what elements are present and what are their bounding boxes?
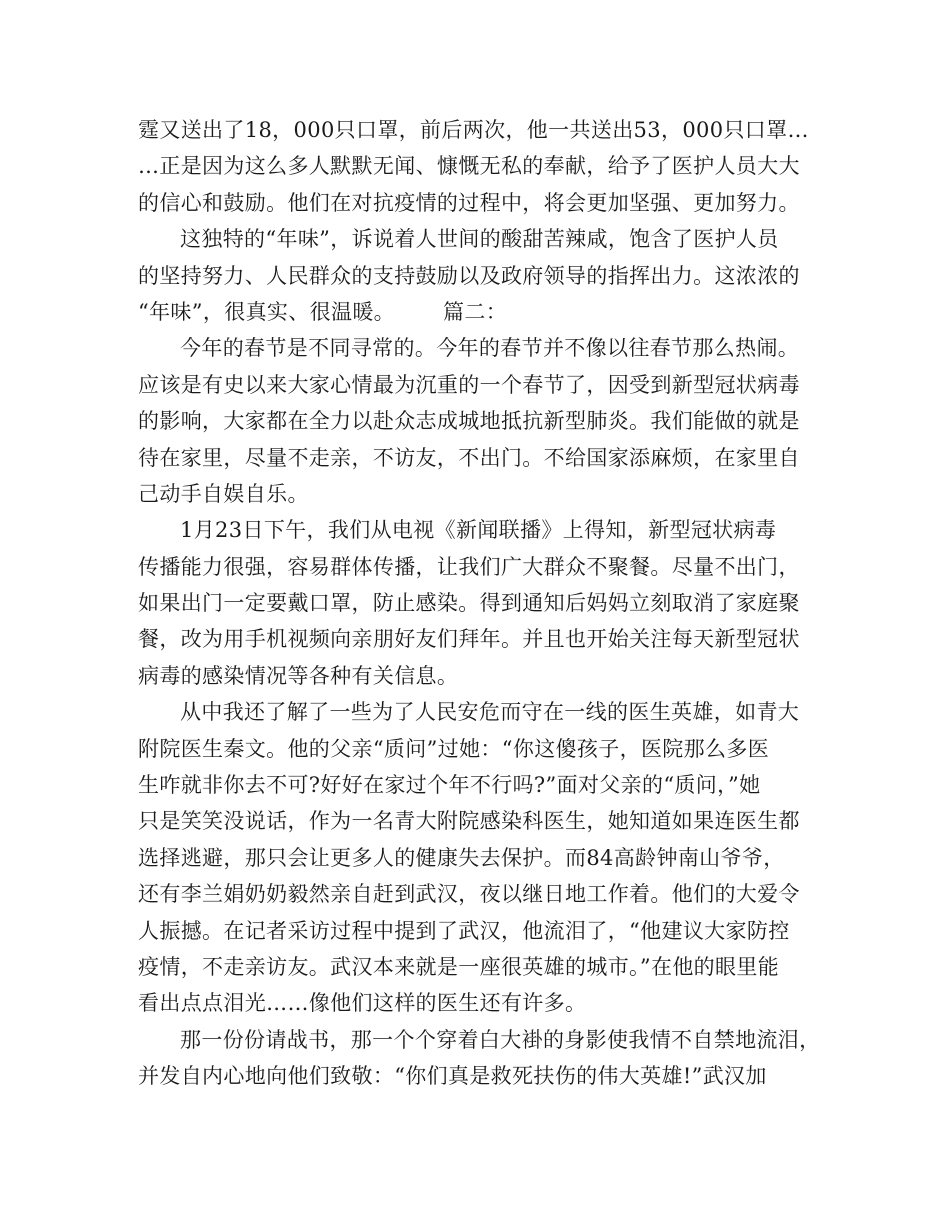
- text-line: 这独特的“年味”，诉说着人世间的酸甜苦辣咸，饱含了医护人员: [180, 227, 779, 252]
- text-line: 疫情，不走亲访友。武汉本来就是一座很英雄的城市。”在他的眼里能: [138, 954, 780, 979]
- text-line: 的影响，大家都在全力以赴众志成城地抵抗新型肺炎。我们能做的就是: [138, 409, 800, 434]
- text-line: 病毒的感染情况等各种有关信息。: [138, 663, 459, 688]
- body-text: [138, 112, 821, 1095]
- text-line: 的信心和鼓励。他们在对抗疫情的过程中，将会更加坚强、更加努力。: [138, 190, 800, 215]
- text-line: 的坚持努力、人民群众的支持鼓励以及政府领导的指挥出力。这浓浓的: [138, 263, 800, 288]
- text-line: 还有李兰娟奶奶毅然亲自赶到武汉，夜以继日地工作着。他们的大爱令: [138, 882, 800, 907]
- text-line: 1月23日下午，我们从电视《新闻联播》上得知，新型冠状病毒: [180, 518, 777, 543]
- text-line: 己动手自娱自乐。: [138, 481, 309, 506]
- text-line: 待在家里，尽量不走亲，不访友，不出门。不给国家添麻烦，在家里自: [138, 445, 800, 470]
- text-line: 霆又送出了18，000只口罩，前后两次，他一共送出53，000只口罩…: [138, 118, 809, 142]
- text-line: 选择逃避，那只会让更多人的健康失去保护。而84高龄钟南山爷爷，: [138, 845, 785, 870]
- text-line: 附院医生秦文。他的父亲“质问”过她：“你这傻孩子，医院那么多医: [138, 736, 770, 761]
- text-line: 并发自内心地向他们致敬：“你们真是救死扶伤的伟大英雄!”武汉加: [138, 1064, 767, 1089]
- text-line: 从中我还了解了一些为了人民安危而守在一线的医生英雄，如青大: [180, 700, 800, 725]
- text-line: 传播能力很强，容易群体传播，让我们广大群众不聚餐。尽量不出门，: [138, 554, 800, 579]
- text-line: 人振撼。在记者采访过程中提到了武汉，他流泪了，“他建议大家防控: [138, 918, 790, 943]
- text-line: 那一份份请战书，那一个个穿着白大褂的身影使我情不自禁地流泪，: [180, 1027, 821, 1052]
- text-line: “年味”，很真实、很温暖。: [138, 299, 396, 324]
- text-line: 生咋就非你去不可?好好在家过个年不行吗?”面对父亲的“质问，”她: [138, 773, 761, 798]
- text-line-with-heading: [138, 294, 818, 330]
- text-line: …正是因为这么多人默默无闻、慷慨无私的奉献，给予了医护人员大大: [138, 154, 800, 179]
- text-line: 只是笑笑没说话，作为一名青大附院感染科医生，她知道如果连医生都: [138, 809, 800, 834]
- text-line: 今年的春节是不同寻常的。今年的春节并不像以往春节那么热闹。: [180, 336, 800, 361]
- text-line: 如果出门一定要戴口罩，防止感染。得到通知后妈妈立刻取消了家庭聚: [138, 591, 800, 616]
- text-line: 应该是有史以来大家心情最为沉重的一个春节了，因受到新型冠状病毒: [138, 372, 800, 397]
- text-line: 餐，改为用手机视频向亲朋好友们拜年。并且也开始关注每天新型冠状: [138, 627, 800, 652]
- text-line: 看出点点泪光……像他们这样的医生还有许多。: [138, 991, 587, 1016]
- section-heading: 篇二：: [443, 299, 508, 324]
